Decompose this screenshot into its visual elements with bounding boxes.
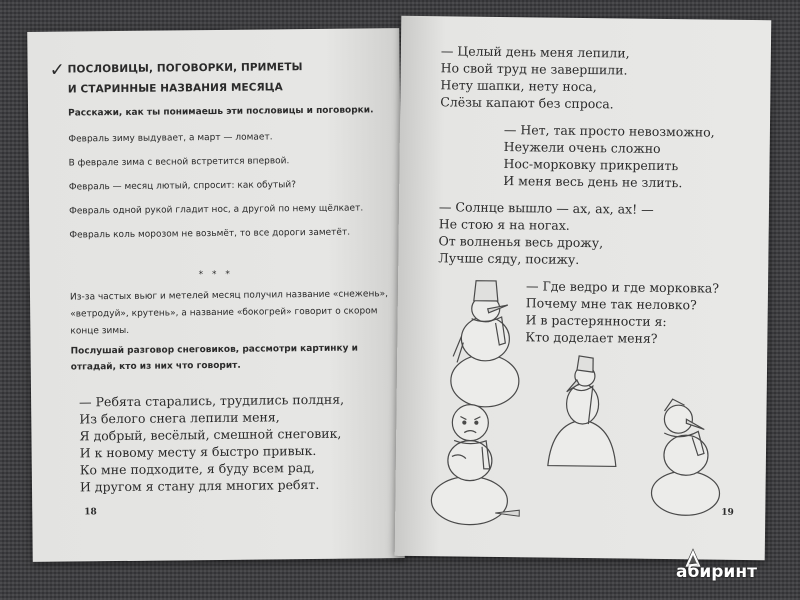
poem-line: И в растерянности я: bbox=[525, 312, 667, 330]
separator-stars: * * * bbox=[198, 269, 233, 281]
poem-line: — Целый день меня лепили, bbox=[440, 43, 630, 61]
proverb: В феврале зима с весной встретится впервой. bbox=[68, 156, 290, 169]
checkmark-icon: ✓ bbox=[49, 59, 65, 81]
proverb: Февраль — месяц лютый, спросит: как обутый? bbox=[68, 180, 297, 193]
proverb: Февраль одной рукой гладит нос, а другой по нему щёлкает. bbox=[69, 203, 364, 217]
poem-line: Но свой труд не завершили. bbox=[440, 60, 628, 78]
poem-line: От волненья весь дрожу, bbox=[438, 233, 604, 251]
page-number-right: 19 bbox=[721, 507, 734, 518]
snowman-sitting-illustration bbox=[641, 389, 733, 520]
carrot-icon bbox=[493, 507, 523, 519]
poem-line: И к новому месту я быстро привык. bbox=[79, 442, 317, 461]
poem-line: — Солнце вышло — ах, ах, ах! — bbox=[438, 199, 654, 217]
proverb: Февраль коль морозом не возьмёт, то все дороги заметёт. bbox=[69, 227, 351, 241]
poem-line: Неужели очень сложно bbox=[503, 139, 661, 156]
poem-line: Слёзы капают без спроса. bbox=[440, 94, 614, 112]
poem-line: Лучше сяду, посижу. bbox=[438, 250, 580, 267]
section-heading: ПОСЛОВИЦЫ, ПОГОВОРКИ, ПРИМЕТЫ И СТАРИННЫЕ НАЗВАНИЯ МЕСЯЦА bbox=[67, 61, 303, 96]
poem-line: Нету шапки, нету носа, bbox=[440, 77, 597, 95]
left-page bbox=[27, 28, 405, 562]
instruction-proverbs: Расскажи, как ты понимаешь эти пословицы и поговорки. bbox=[68, 105, 374, 119]
poem-stanza-1 bbox=[440, 42, 630, 112]
proverb: Февраль зиму выдувает, а март — ломает. bbox=[68, 132, 273, 145]
poem-line: Ко мне подходите, я буду всем рад, bbox=[79, 459, 315, 478]
snowman-melting-illustration bbox=[542, 354, 623, 475]
poem-stanza-3 bbox=[438, 198, 653, 269]
poem-line: — Ребята старались, трудились полдня, bbox=[79, 391, 345, 410]
poem-line: — Где ведро и где морковка? bbox=[525, 278, 720, 296]
poem-line: Не стою я на ногах. bbox=[438, 216, 570, 233]
snowman-bucket-illustration bbox=[440, 272, 532, 413]
poem-line: — Нет, так просто невозможно, bbox=[503, 122, 715, 140]
labirint-watermark: абиринт bbox=[676, 562, 757, 582]
month-names-note: Из-за частых вьюг и метелей месяц получил название «снежень», «ветродуй», крутень», а название «бокогрей» говорит о скором конце зимы. bbox=[69, 289, 389, 337]
poem-line: Нос-морковку прикрепить bbox=[503, 156, 679, 174]
poem-line: Из белого снега лепили меня, bbox=[79, 409, 280, 427]
poem-line: Почему мне так неловко? bbox=[525, 295, 697, 313]
poem-line: Кто доделает меня? bbox=[525, 329, 658, 346]
poem-stanza-left bbox=[79, 391, 345, 496]
instruction-snowmen: Послушай разговор снеговиков, рассмотри картинку и отгадай, кто из них что говорит. bbox=[70, 343, 358, 373]
right-page bbox=[395, 16, 772, 560]
page-number-left: 18 bbox=[84, 507, 97, 518]
poem-line: Я добрый, весёлый, смешной снеговик, bbox=[79, 425, 342, 444]
poem-stanza-4 bbox=[525, 277, 719, 347]
poem-line: И другом я стану для многих ребят. bbox=[79, 476, 320, 495]
poem-line: И меня весь день не злить. bbox=[503, 173, 683, 191]
proverbs-list bbox=[68, 128, 389, 251]
poem-stanza-2 bbox=[503, 121, 715, 192]
